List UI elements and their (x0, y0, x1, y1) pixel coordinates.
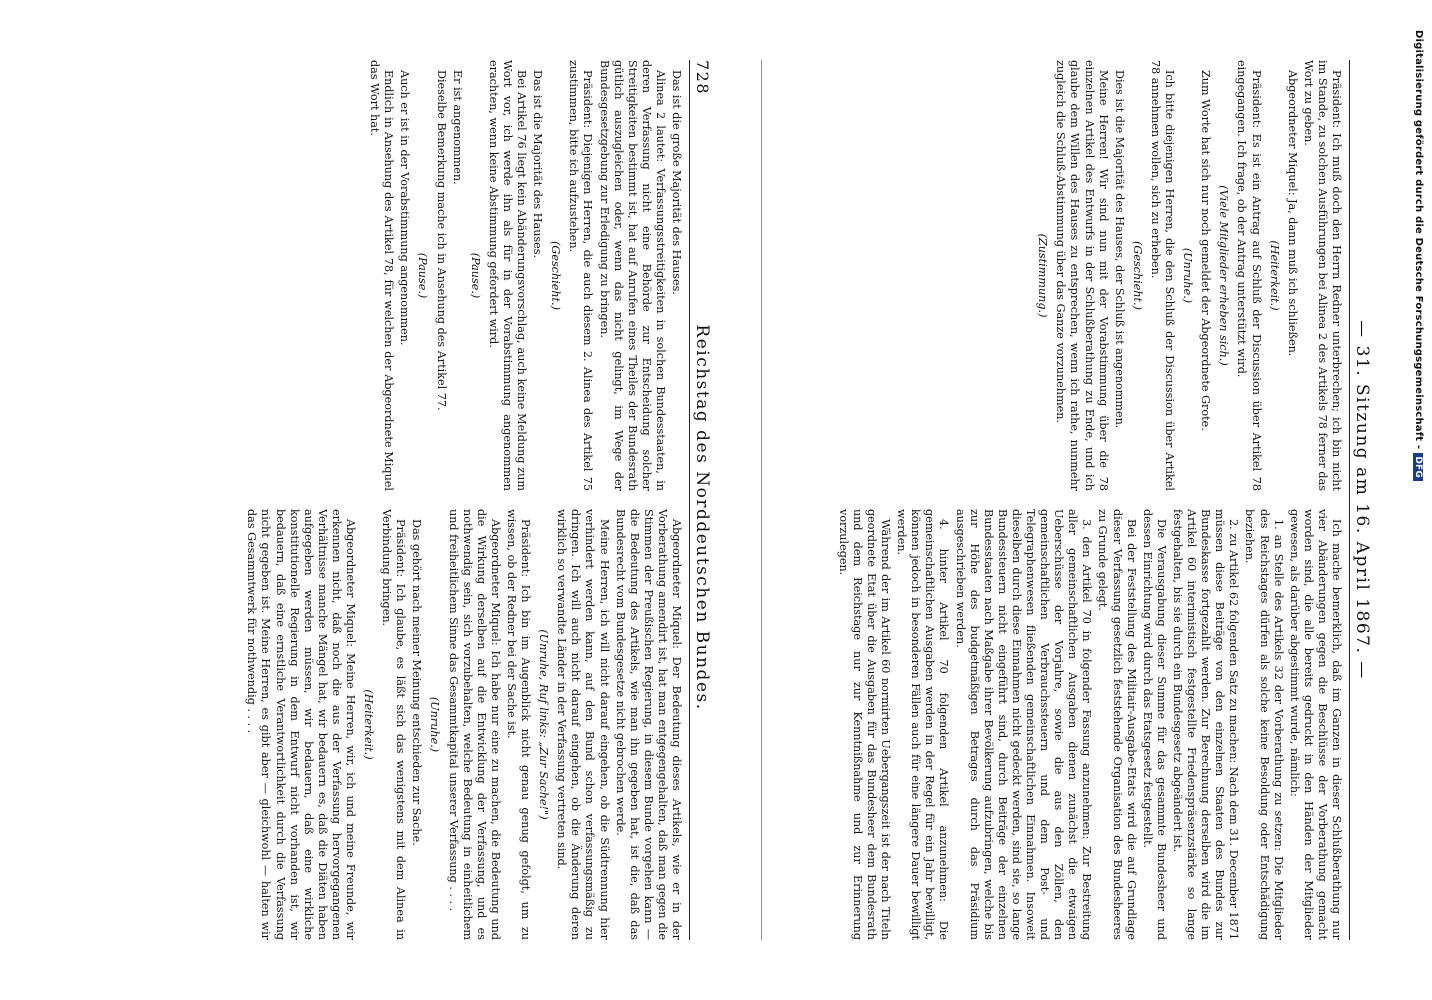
paragraph: Endlich in Ansehung des Artikel 78, für welchen der Abgeordnete Miquel das Wort hat. (368, 60, 396, 491)
paragraph: Das ist die große Majorität des Hauses. (670, 70, 683, 295)
paragraph: Das ist die Majorität des Hauses. (531, 70, 545, 259)
digitization-note (1413, 30, 1424, 481)
paragraph: Während der im Artikel 60 normirten Uebergangszeit ist der nach Titeln geordnete Etat über die Ausgaben für das Bundesheer dem Bundesrath und dem Reichstage nur zur Kenntnißnahme und zur Erinnerung vorzulegen. (836, 509, 893, 940)
paragraph: Abgeordneter Miquel: Der Bedeutung dieses Artikels, wie er in der Vorberathung amendirt ist, hat man entgegengehalten, daß man gegen die Stimmen der Preußischen Regierung, in diesem Bunde vorgehen kann — die Bedeutung des Artikels, wie man ihn gegeben hat, ist die, daß das Bundesrecht vom Bundesgesetze nicht gebrochen werde. (613, 509, 683, 940)
paragraph: 1. an Stelle des Artikels 32 der Vorberathung zu setzen: Die Mitglieder des Reichstages dürfen als solche keine Besoldung oder Entschädigung beziehen. (1243, 509, 1285, 940)
page-divider (761, 60, 762, 940)
paragraph: Zum Worte hat sich nur noch gemeldet der Abgeordnete Grote. (1199, 70, 1213, 431)
paragraph: Präsident: Es ist ein Antrag auf Schluß der Discussion über Artikel 78 eingegangen. Ich frage, ob der Antrag unterstützt wird. (1235, 60, 1263, 491)
paragraph: Die Verausgabung dieser Summe für das gesammte Bundesheer und dessen Einrichtung wird durch das Etatsgesetz festgestellt. (1140, 509, 1168, 940)
paragraph: (Unruhe, Ruf links: „Zur Sache!") (537, 629, 551, 820)
right-page-column-1 (834, 60, 1343, 491)
paragraph: (Pause.) (468, 252, 482, 299)
header-title: Reichstag des Norddeutschen Bundes. (692, 324, 712, 711)
paragraph: (Geschieht.) (1130, 241, 1144, 310)
page-header-left (689, 60, 712, 940)
paragraph: (Unruhe.) (428, 696, 442, 753)
paragraph: Abgeordneter Miquel: Ja, dann muß ich schließen. (1285, 70, 1299, 357)
paragraph: Präsident: Ich bin im Augenblick nicht genau genug gefolgt, um zu wissen, ob der Redner bei der Sache ist. (504, 509, 533, 940)
page-left (112, 60, 712, 940)
paragraph: Bei der Feststellung des Militair-Ausgabe-Etats wird die auf Grundlage dieser Verfassung gesetzlich feststehende Organisation des Bundesheeres zu Grunde gelegt. (1096, 509, 1138, 940)
right-page-column-2 (834, 509, 1343, 940)
paragraph: Meine Herren! Wir sind nun mit der Vorabstimmung über die 78 einzelnen Artikel des Entwurfs in der Schlußberathung zu Ende, und ich glaube dem Willen des Hauses zu entsprechen, wenn ich rathe, nunmehr zugleich die Schluß-Abstimmung über das Ganze vorzunehmen. (1054, 60, 1110, 491)
left-page-column-2 (242, 509, 683, 940)
paragraph: 2. zu Artikel 62 folgenden Satz zu machen: Nach dem 31. December 1871 müssen diese Beiträge von den einzelnen Staaten des Bundes zur Bundeskasse fortgezahlt werden. Zur Berechnung derselben wird die im Artikel 60 interimistisch festgestellte Friedenspräsenzstärke so lange festgehalten, bis sie durch ein Bundesgesetz abgeändert ist. (1170, 509, 1241, 940)
paragraph: (Geschieht.) (549, 241, 563, 310)
paragraph: (Zustimmung.) (1036, 233, 1050, 318)
paragraph: Dieselbe Bemerkung mache ich in Ansehung des Artikel 77. (434, 70, 448, 411)
page-header-right (1349, 60, 1372, 940)
paragraph: Alinea 2 lautet: Verfassungsstreitigkeiten in solchen Bundesstaaten, in deren Verfassung nicht eine Behörde zur Entscheidung solcher Streitigkeiten bestimmt ist, hat auf Anrufen eines Theiles der Bundesrath gütlich auszugleichen oder, wenn das nicht gelingt, im Wege der Bundesgesetzgebung zur Erledigung zu bringen. (597, 60, 667, 491)
page-right (772, 60, 1372, 940)
dfg-logo: DFG (1413, 453, 1423, 481)
left-page-column-1 (242, 60, 683, 491)
paragraph: Das gehört nach meiner Meinung entschieden zur Sache. (410, 519, 424, 846)
page-number: 728 (693, 60, 712, 96)
paragraph: Abgeordneter Miquel: Ich habe nur eine zu machen, die Bedeutung und die Wirkung derselben auf die Entwicklung der Verfassung, und es nothwendig sein, sich vorzubehalten, welche Bedeutung in einheitlichem und freiheitlichem Sinne das Gesammtkapital unserer Verfassung . . . . (446, 509, 502, 940)
paragraph: Dies ist die Majorität des Hauses, der Schluß ist angenommen. (1112, 70, 1126, 429)
paragraph: (Unruhe.) (1181, 247, 1195, 304)
paragraph: Abgeordneter Miquel: Meine Herren, wir, ich und meine Freunde, wir erkennen nicht, daß noch die aus der Verfassung hervorgegangenen Verhältnisse manche Mängel hat, wir bedauern es, daß die Diäten haben aufgegeben werden müssen, wir bedauern, daß eine wirkliche konstitutionelle Regierung in dem Entwurf nicht vorhanden ist, wir bedauern, daß eine ernstliche Verantwortlichkeit durch die Verfassung nicht gegeben ist. Meine Herren, es gibt aber — gleichwohl — halten wir das Gesammtwerk für nothwendig . . . . (245, 509, 358, 940)
paragraph: 4. hinter Artikel 70 folgenden Artikel anzunehmen: Die gemeinschaftlichen Ausgaben werden in der Regel für ein Jahr bewilligt, können jedoch in besonderen Fällen auch für eine längere Dauer bewilligt werden. (895, 509, 951, 940)
paragraph: Auch er ist in der Vorabstimmung angenommen. (398, 70, 412, 346)
header-session-date: — 31. Sitzung am 16. April 1867. — (1352, 320, 1372, 680)
paragraph: Er ist angenommen. (450, 70, 464, 185)
paragraph: Präsident: Diejenigen Herren, die auch diesem 2. Alinea des Artikel 75 zustimmen, bitte ich aufzustehen. (567, 60, 595, 491)
paragraph: Präsident: Ich muß doch den Herrn Redner unterbrechen; ich bin nicht im Stande, zu solchen Ausführungen bei Alinea 2 des Artikels 78 ferner das Wort zu geben. (1301, 60, 1343, 491)
paragraph: 3. den Artikel 70 in folgender Fassung anzunehmen: Zur Bestreitung aller gemeinschaftlichen Ausgaben dienen zunächst die etwaigen Ueberschüsse der Vorjahre, sowie die aus den Zöllen, den gemeinschaftlichen Verbrauchssteuern und dem Post- und Telegraphenwesen fließenden gemeinschaftlichen Einnahmen. Insoweit dieselben durch diese Einnahmen nicht gedeckt werden, sind sie, so lange Bundessteuern nicht eingeführt sind, durch Beiträge der einzelnen Bundesstaaten nach Maßgabe ihrer Bevölkerung aufzubringen, welche bis zur Höhe des budgetmäßigen Betrages durch das Präsidium ausgeschrieben werden. (953, 509, 1094, 940)
digitization-text: Digitalisierung gefördert durch die Deutsche Forschungsgemeinschaft - (1413, 30, 1424, 450)
paragraph: Bei Artikel 76 liegt kein Abänderungsvorschlag, auch keine Meldung zum Wort vor, ich werde ihn als für in der Vorabstimmung angenommen erachten, wenn keine Abstimmung gefordert wird. (486, 60, 529, 491)
paragraph: Ich bitte diejenigen Herren, die den Schluß der Discussion über Artikel 78 annehmen wollen, sich zu erheben. (1148, 60, 1177, 491)
paragraph: Meine Herren, ich will nicht darauf eingehen, ob die Südtrennung hier verhindert werden kann, auf den Bund schon verfassungsmäßig zu dringen. Ich will auch nicht darauf eingehen, ob die Änderung deren wirklich so verwandte Länder in der Verfassung vertreten sind. (555, 509, 611, 940)
paragraph: (Heiterkeit.) (1267, 240, 1281, 311)
paragraph: Präsident: Ich glaube, es läßt sich das wenigstens mit dem Alinea in Verbindung bringen. (380, 509, 408, 940)
paragraph: Ich mache bemerklich, daß im Ganzen in dieser Schlußberathung nur vier Abänderungen gegen die Beschlüsse der Vorberathung gemacht worden sind, die alle bereits gedruckt in den Händen der Mitglieder gewesen, als darüber abgestimmt wurde, nämlich: (1287, 509, 1343, 940)
paragraph: (Viele Mitglieder erheben sich.) (1217, 185, 1231, 366)
paragraph: (Pause.) (416, 252, 430, 299)
paragraph: (Heiterkeit.) (362, 689, 376, 760)
